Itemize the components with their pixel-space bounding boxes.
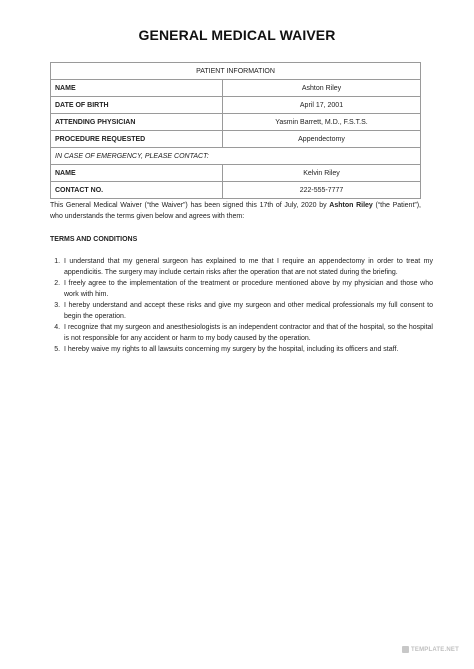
- table-row: [51, 80, 421, 97]
- row-value: Appendectomy: [223, 131, 421, 148]
- list-item: 3. I hereby understand and accept these risks and give my surgeon and other medical professionals my full consent to begin the operation.: [62, 300, 433, 322]
- row-value: 222-555-7777: [223, 182, 421, 199]
- intro-text-end: (“the Patient”), who understands the terms given below and agrees with them:: [50, 202, 421, 220]
- document-title: GENERAL MEDICAL WAIVER: [138, 27, 336, 43]
- row-label: NAME: [51, 165, 223, 182]
- patient-name-bold: Ashton Riley: [329, 202, 373, 209]
- table-row: [51, 114, 421, 131]
- footer-brand-logo: [402, 646, 459, 653]
- row-value: April 17, 2001: [223, 97, 421, 114]
- list-item: 5. I hereby waive my rights to all lawsuits concerning my surgery by the hospital, including its officers and staff.: [62, 344, 433, 355]
- intro-paragraph: [50, 200, 421, 222]
- intro-text-start: This General Medical Waiver (“the Waiver”) has been signed this 17th of July, 2020 by: [50, 202, 330, 209]
- row-label: NAME: [51, 80, 223, 97]
- row-label: PROCEDURE REQUESTED: [51, 131, 223, 148]
- brand-logo-text: TEMPLATE.NET: [411, 646, 459, 653]
- table-row: [51, 97, 421, 114]
- patient-information-table: [50, 62, 421, 199]
- row-value: Kelvin Riley: [223, 165, 421, 182]
- emergency-contact-header: IN CASE OF EMERGENCY, PLEASE CONTACT:: [51, 148, 421, 165]
- table-row: [51, 131, 421, 148]
- emergency-header-row: [51, 148, 421, 165]
- row-label: CONTACT NO.: [51, 182, 223, 199]
- patient-information-header: PATIENT INFORMATION: [51, 63, 421, 80]
- terms-list: [50, 256, 433, 355]
- list-item: 2. I freely agree to the implementation of the treatment or procedure mentioned above by my physician and those who work with him.: [62, 278, 433, 300]
- table-header-row: [51, 63, 421, 80]
- terms-heading: TERMS AND CONDITIONS: [50, 236, 138, 243]
- row-label: DATE OF BIRTH: [51, 97, 223, 114]
- table-row: [51, 165, 421, 182]
- row-label: ATTENDING PHYSICIAN: [51, 114, 223, 131]
- row-value: Yasmin Barrett, M.D., F.S.T.S.: [223, 114, 421, 131]
- list-item: 1. I understand that my general surgeon has explained to me that I require an appendectomy in order to treat my appendicitis. The surgery may include certain risks after the operation that are not stated during the briefing.: [62, 256, 433, 278]
- brand-logo-icon: [402, 646, 409, 653]
- row-value: Ashton Riley: [223, 80, 421, 97]
- table-row: [51, 182, 421, 199]
- list-item: 4. I recognize that my surgeon and anesthesiologists is an independent contractor and that of the hospital, so the hospital is not responsible for any accident or harm to my body caused by the operation.: [62, 322, 433, 344]
